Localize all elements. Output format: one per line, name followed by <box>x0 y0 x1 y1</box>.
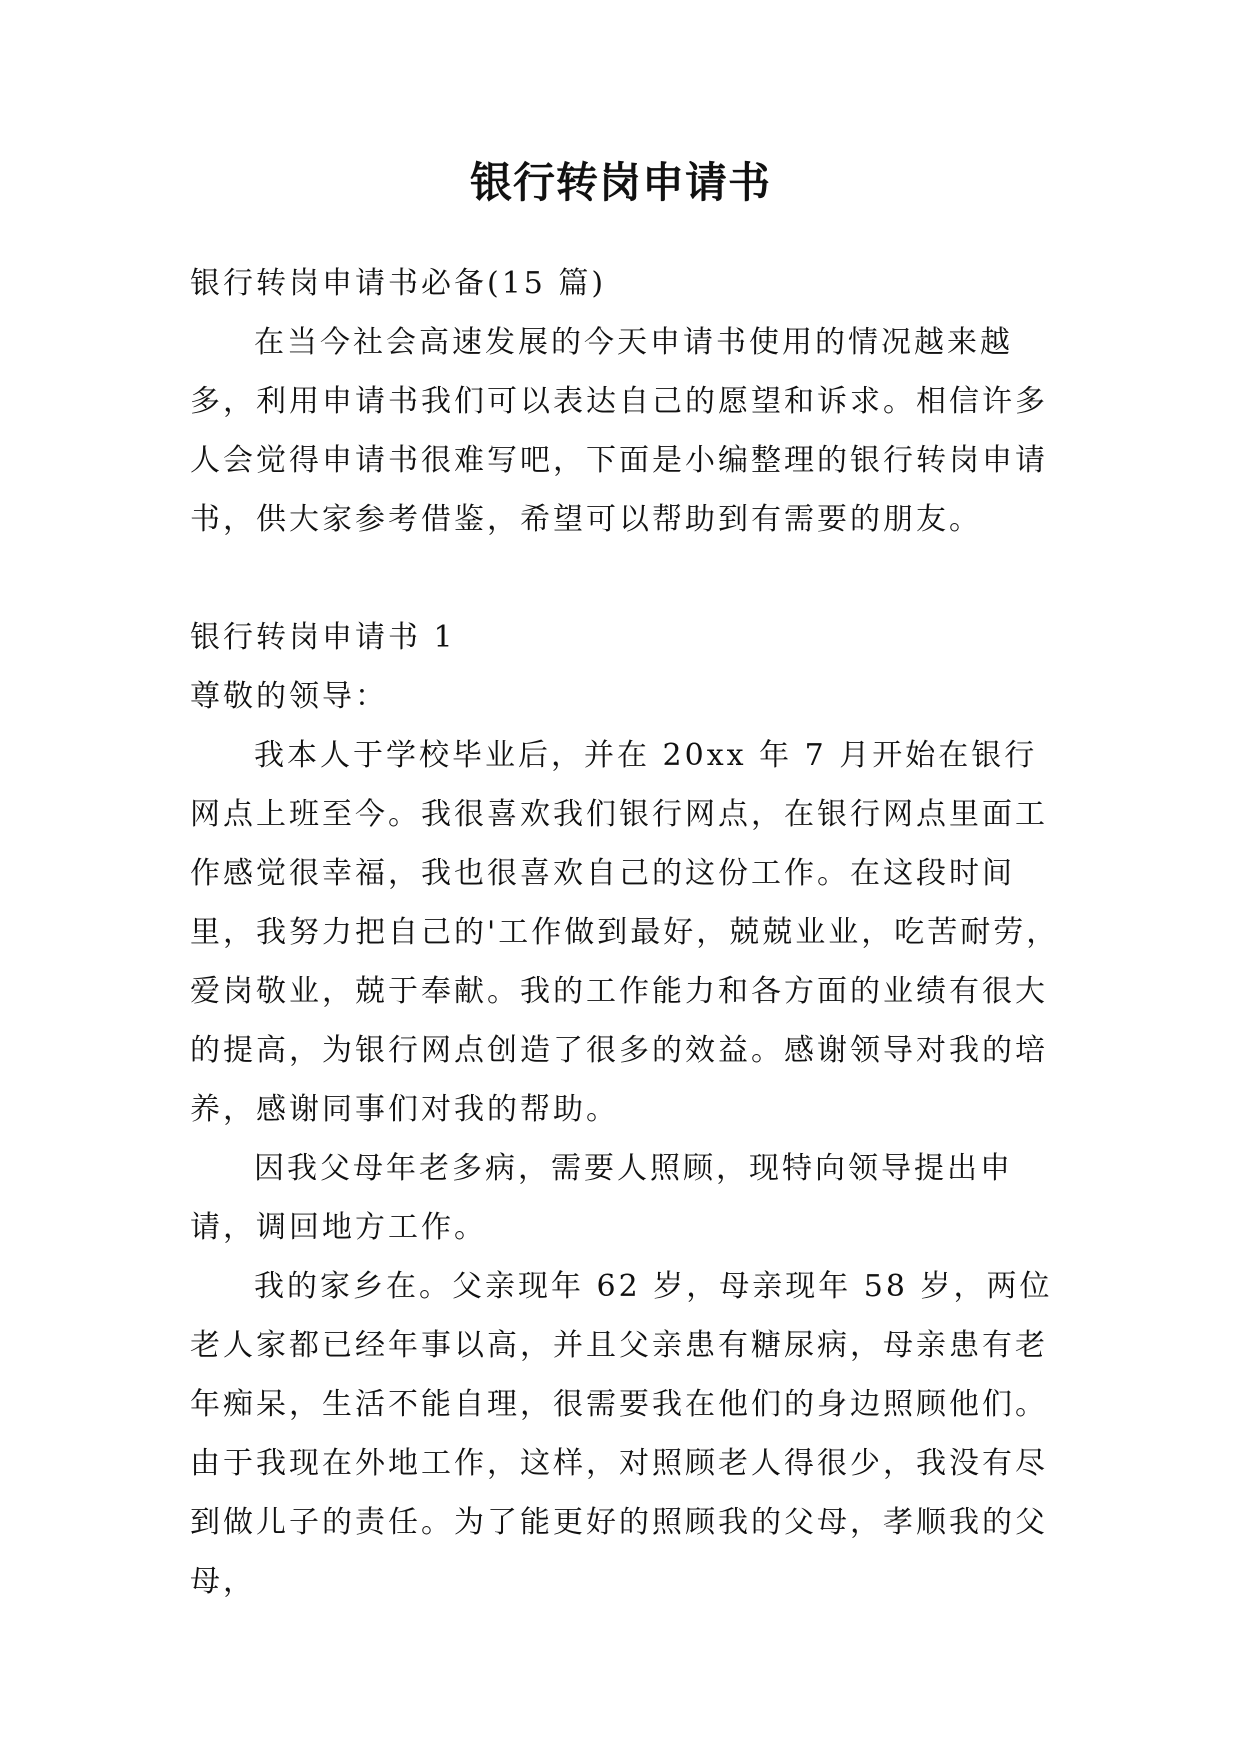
salutation: 尊敬的领导： <box>190 679 388 714</box>
section-heading: 银行转岗申请书 1 <box>190 620 456 655</box>
document-title: 银行转岗申请书 <box>469 158 771 207</box>
body-paragraph-1: 我本人于学校毕业后，并在 20xx 年 7 月开始在银行网点上班至今。我很喜欢我们银行网点，在银行网点里面工作感觉很幸福，我也很喜欢自己的这份工作。在这段时间里，我努力把自己的'工作做到最好，兢兢业业，吃苦耐劳，爱岗敬业，兢于奉献。我的工作能力和各方面的业绩有很大的提高，为银行网点创造了很多的效益。感谢领导对我的培养，感谢同事们对我的帮助。 <box>190 738 1060 1127</box>
document-subtitle: 银行转岗申请书必备(15 篇) <box>190 266 607 301</box>
body-paragraph-2: 因我父母年老多病，需要人照顾，现特向领导提出申请，调回地方工作。 <box>190 1151 1013 1245</box>
intro-paragraph: 在当今社会高速发展的今天申请书使用的情况越来越多，利用申请书我们可以表达自己的愿望和诉求。相信许多人会觉得申请书很难写吧，下面是小编整理的银行转岗申请书，供大家参考借鉴，希望可以帮助到有需要的朋友。 <box>190 325 1048 537</box>
document-body <box>190 254 1070 1611</box>
body-paragraph-3: 我的家乡在。父亲现年 62 岁，母亲现年 58 岁，两位老人家都已经年事以高，并且父亲患有糖尿病，母亲患有老年痴呆，生活不能自理，很需要我在他们的身边照顾他们。由于我现在外地工作，这样，对照顾老人得很少，我没有尽到做儿子的责任。为了能更好的照顾我的父母，孝顺我的父母， <box>190 1269 1053 1599</box>
paragraph-spacer <box>190 549 1070 608</box>
